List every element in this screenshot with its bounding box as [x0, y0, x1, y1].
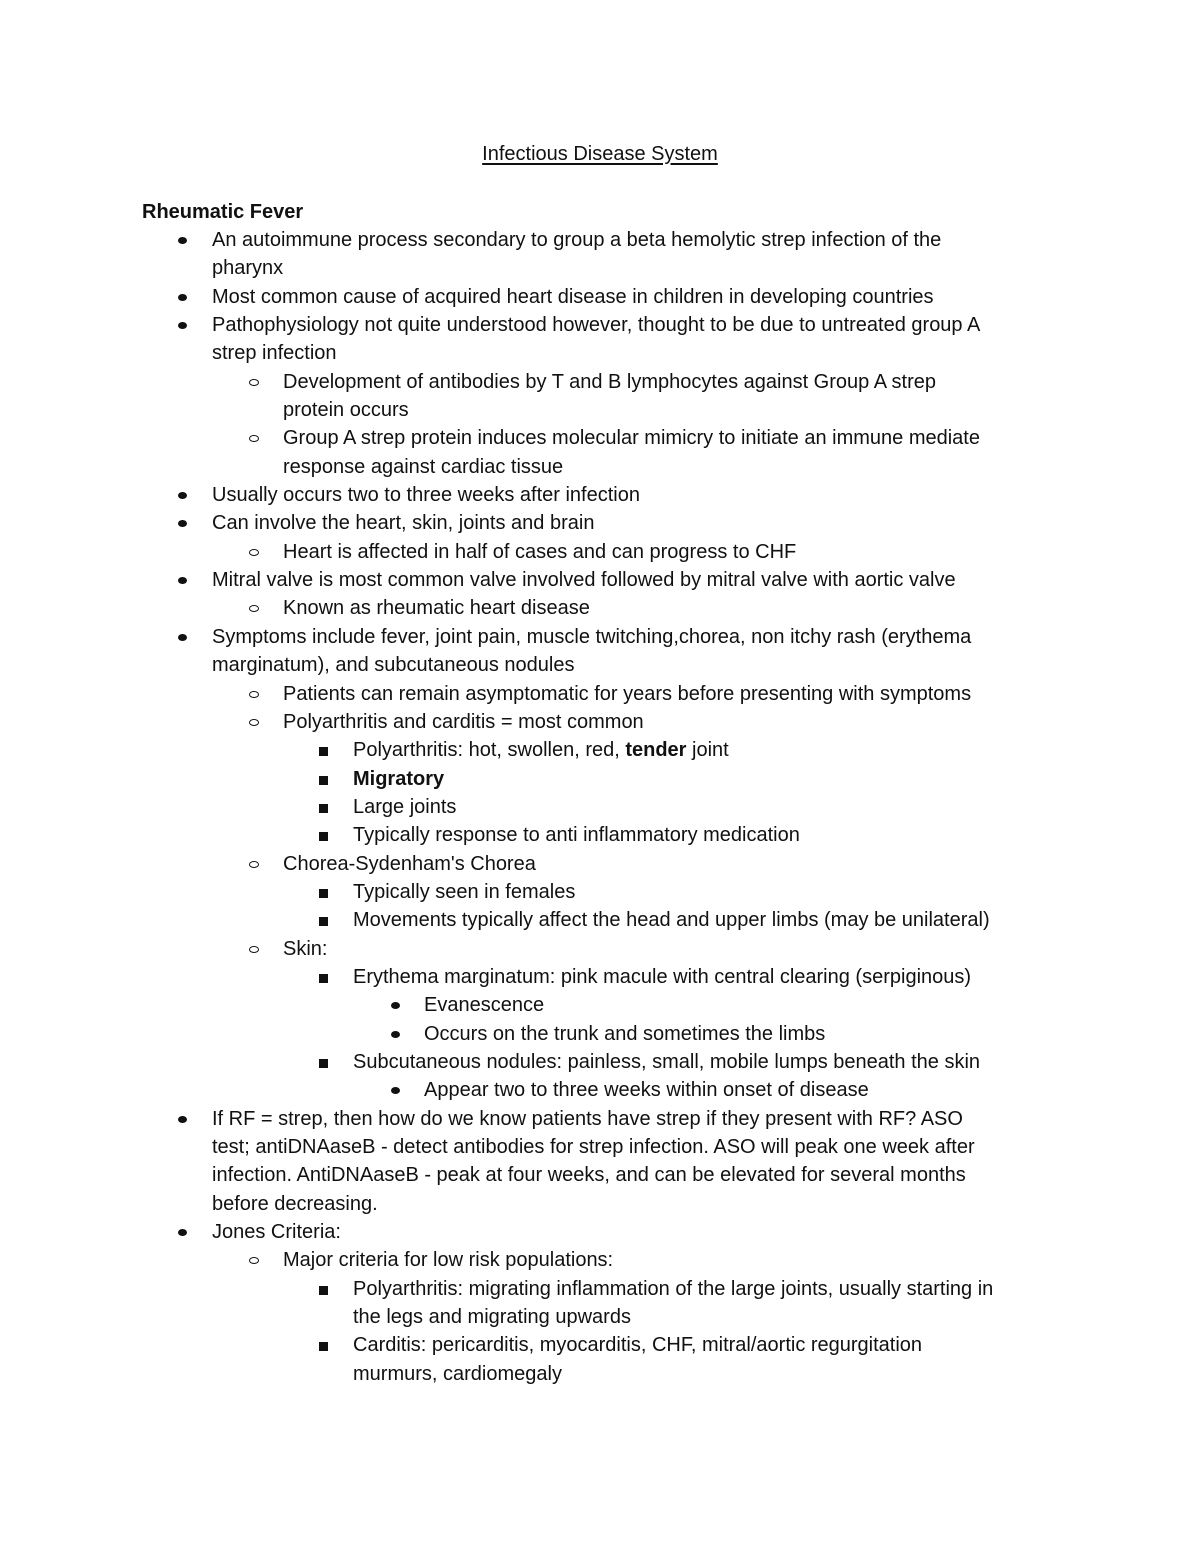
list-item-text: Occurs on the trunk and sometimes the limbs — [424, 1022, 826, 1045]
list-item — [0, 311, 1200, 339]
disc-bullet-icon — [178, 294, 187, 301]
list-item-text: test; antiDNAaseB - detect antibodies for strep infection. ASO will peak one week after — [212, 1136, 975, 1158]
list-item — [0, 339, 1200, 367]
list-item — [0, 1133, 1200, 1161]
list-item-text: Skin: — [283, 937, 328, 960]
list-item — [0, 1303, 1200, 1331]
disc-bullet-icon — [178, 1229, 187, 1236]
disc-bullet-icon — [178, 1116, 187, 1123]
list-item-text: Typically seen in females — [353, 880, 576, 903]
circle-bullet-icon — [249, 691, 259, 698]
bold-text: tender — [625, 739, 687, 762]
list-item — [0, 1076, 1200, 1104]
circle-bullet-icon — [249, 1257, 259, 1264]
text-segment: Polyarthritis: hot, swollen, red, — [353, 739, 626, 762]
circle-bullet-icon — [249, 549, 259, 556]
list-item — [0, 283, 1200, 311]
list-item — [0, 680, 1200, 708]
square-bullet-icon — [319, 747, 328, 756]
square-bullet-icon — [319, 974, 328, 983]
list-item-text: Known as rheumatic heart disease — [283, 597, 590, 620]
list-item-text: Subcutaneous nodules: painless, small, mobile lumps beneath the skin — [353, 1050, 981, 1073]
list-item — [0, 1275, 1200, 1303]
list-item-text: Appear two to three weeks within onset of disease — [424, 1079, 869, 1102]
circle-bullet-icon — [249, 861, 259, 868]
square-bullet-icon — [319, 804, 328, 813]
list-item — [0, 623, 1200, 651]
list-item — [0, 453, 1200, 481]
list-item — [0, 1246, 1200, 1274]
circle-bullet-icon — [249, 379, 259, 386]
list-item-text: the legs and migrating upwards — [353, 1306, 631, 1329]
bullet-list — [0, 226, 1200, 1388]
disc-bullet-icon — [178, 577, 187, 584]
list-item-text: murmurs, cardiomegaly — [353, 1362, 562, 1385]
list-item — [0, 509, 1200, 537]
list-item — [0, 736, 1200, 764]
circle-bullet-icon — [249, 946, 259, 953]
disc-bullet-icon — [178, 492, 187, 499]
list-item — [0, 566, 1200, 594]
list-item-text: Development of antibodies by T and B lymphocytes against Group A strep — [283, 370, 936, 393]
square-bullet-icon — [319, 1286, 328, 1295]
list-item-text: Erythema marginatum: pink macule with central clearing (serpiginous) — [353, 965, 972, 988]
circle-bullet-icon — [249, 719, 259, 726]
square-bullet-icon — [319, 1059, 328, 1068]
list-item-text: Most common cause of acquired heart disease in children in developing countries — [212, 285, 934, 308]
text-segment: joint — [686, 739, 729, 762]
disc-bullet-icon — [178, 634, 187, 641]
list-item — [0, 708, 1200, 736]
bold-text: Migratory — [353, 767, 445, 790]
list-item — [0, 935, 1200, 963]
list-item — [0, 1218, 1200, 1246]
list-item-text: Polyarthritis: migrating inflammation of the large joints, usually starting in — [353, 1277, 994, 1300]
list-item — [0, 651, 1200, 679]
list-item — [0, 991, 1200, 1019]
list-item-text: Pathophysiology not quite understood however, thought to be due to untreated group A — [212, 314, 981, 337]
list-item — [0, 254, 1200, 282]
disc-bullet-icon — [391, 1087, 400, 1094]
list-item-text — [353, 736, 729, 764]
list-item — [0, 963, 1200, 991]
list-item-text: Patients can remain asymptomatic for years before presenting with symptoms — [283, 682, 972, 705]
list-item — [0, 1105, 1200, 1133]
list-item-text: Mitral valve is most common valve involved followed by mitral valve with aortic valve — [212, 569, 956, 592]
list-item-text: Large joints — [353, 795, 457, 818]
document-title: Infectious Disease System — [482, 143, 718, 165]
list-item-text: Usually occurs two to three weeks after infection — [212, 484, 640, 507]
circle-bullet-icon — [249, 435, 259, 442]
list-item — [0, 793, 1200, 821]
square-bullet-icon — [319, 1342, 328, 1351]
circle-bullet-icon — [249, 605, 259, 612]
list-item-text: Major criteria for low risk populations: — [283, 1249, 614, 1272]
list-item — [0, 226, 1200, 254]
list-item — [0, 1360, 1200, 1388]
list-item — [0, 396, 1200, 424]
list-item — [0, 821, 1200, 849]
list-item-text — [353, 765, 444, 793]
list-item — [0, 878, 1200, 906]
list-item — [0, 1331, 1200, 1359]
list-item-text: Evanescence — [424, 994, 545, 1017]
list-item-text: Polyarthritis and carditis = most common — [283, 710, 644, 733]
list-item-text: pharynx — [212, 257, 284, 280]
list-item-text: Group A strep protein induces molecular mimicry to initiate an immune mediate — [283, 427, 980, 450]
square-bullet-icon — [319, 917, 328, 926]
list-item — [0, 424, 1200, 452]
list-item — [0, 481, 1200, 509]
section-heading: Rheumatic Fever — [142, 201, 304, 223]
list-item-text: Typically response to anti inflammatory medication — [353, 824, 800, 847]
list-item-text: Chorea-Sydenham's Chorea — [283, 852, 536, 875]
list-item — [0, 368, 1200, 396]
list-item-text: Heart is affected in half of cases and can progress to CHF — [283, 540, 797, 563]
list-item — [0, 538, 1200, 566]
disc-bullet-icon — [391, 1002, 400, 1009]
list-item — [0, 906, 1200, 934]
list-item — [0, 765, 1200, 793]
disc-bullet-icon — [178, 520, 187, 527]
list-item-text: protein occurs — [283, 399, 409, 422]
list-item-text: Carditis: pericarditis, myocarditis, CHF, mitral/aortic regurgitation — [353, 1334, 923, 1357]
disc-bullet-icon — [391, 1031, 400, 1038]
list-item — [0, 1161, 1200, 1189]
square-bullet-icon — [319, 776, 328, 785]
list-item-text: marginatum), and subcutaneous nodules — [212, 654, 575, 677]
list-item-text: An autoimmune process secondary to group a beta hemolytic strep infection of the — [212, 229, 942, 251]
list-item-text: infection. AntiDNAaseB - peak at four weeks, and can be elevated for several months — [212, 1164, 966, 1187]
square-bullet-icon — [319, 832, 328, 841]
list-item-text: If RF = strep, then how do we know patients have strep if they present with RF? ASO — [212, 1107, 963, 1130]
list-item — [0, 850, 1200, 878]
disc-bullet-icon — [178, 237, 187, 244]
list-item-text: response against cardiac tissue — [283, 455, 564, 478]
list-item — [0, 594, 1200, 622]
disc-bullet-icon — [178, 322, 187, 329]
list-item-text: before decreasing. — [212, 1192, 378, 1215]
list-item-text: Symptoms include fever, joint pain, muscle twitching,chorea, non itchy rash (erythema — [212, 625, 972, 648]
list-item-text: Can involve the heart, skin, joints and brain — [212, 512, 595, 535]
list-item-text: Movements typically affect the head and upper limbs (may be unilateral) — [353, 909, 990, 932]
list-item — [0, 1048, 1200, 1076]
list-item — [0, 1190, 1200, 1218]
list-item — [0, 1020, 1200, 1048]
list-item-text: Jones Criteria: — [212, 1221, 341, 1244]
square-bullet-icon — [319, 889, 328, 898]
list-item-text: strep infection — [212, 342, 337, 365]
